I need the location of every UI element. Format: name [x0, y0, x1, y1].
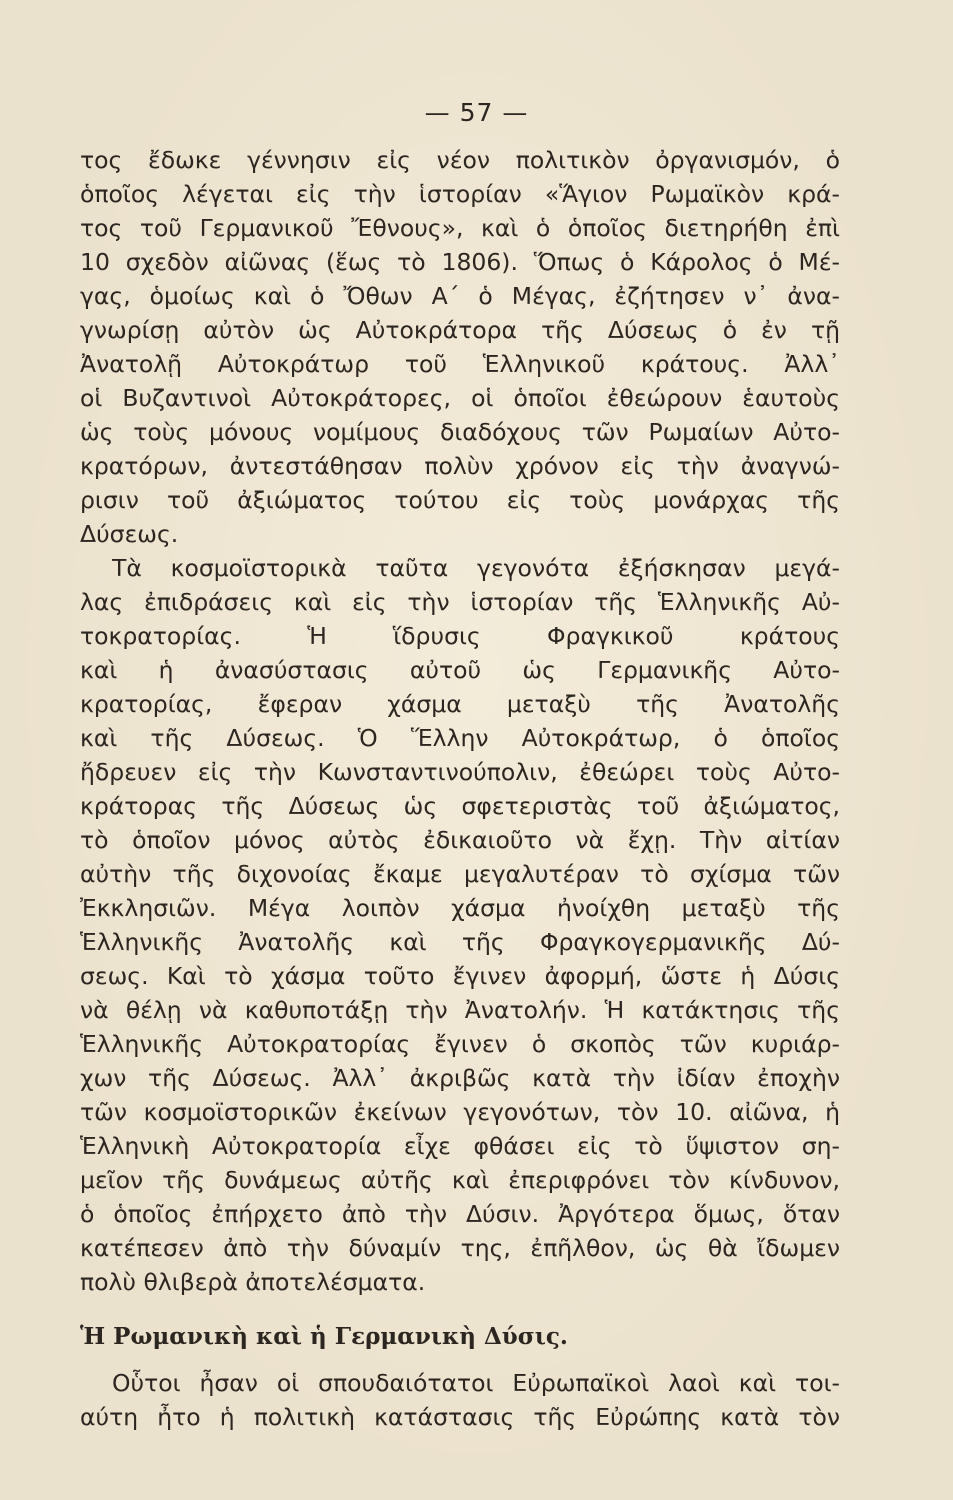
text-line: κρατόρων, ἀντεστάθησαν πολὺν χρόνον εἰς τὴν ἀναγνώ-	[80, 452, 840, 480]
text-line: σεως. Καὶ τὸ χάσμα τοῦτο ἔγινεν ἀφορμή, ὥστε ἡ Δύσις	[80, 962, 840, 990]
main-text	[80, 143, 840, 1299]
text-line: Ἐκκλησιῶν. Μέγα λοιπὸν χάσμα ἠνοίχθη μεταξὺ τῆς	[80, 894, 840, 922]
text-line: τος τοῦ Γερμανικοῦ Ἔθνους», καὶ ὁ ὁποῖος διετηρήθη ἐπὶ	[80, 214, 840, 242]
text-line: αὐτὴν τῆς διχονοίας ἔκαμε μεγαλυτέραν τὸ σχίσμα τῶν	[80, 860, 840, 888]
text-line: Τὰ κοσμοϊστορικὰ ταῦτα γεγονότα ἐξήσκησαν μεγά-	[112, 554, 840, 582]
text-line: 10 σχεδὸν αἰῶνας (ἕως τὸ 1806). Ὅπως ὁ Κάρολος ὁ Μέ-	[80, 248, 840, 276]
text-line: κράτορας τῆς Δύσεως ὡς σφετεριστὰς τοῦ ἀξιώματος,	[80, 792, 840, 820]
text-line: γνωρίσῃ αὐτὸν ὡς Αὐτοκράτορα τῆς Δύσεως ὁ ἐν τῇ	[80, 316, 840, 344]
paragraph-2	[80, 551, 840, 1299]
text-line: τοκρατορίας. Ἡ ἵδρυσις Φραγκικοῦ κράτους	[80, 622, 840, 650]
text-line: ὁποῖος λέγεται εἰς τὴν ἱστορίαν «Ἅγιον Ρωμαϊκὸν κρά-	[80, 180, 840, 208]
text-line: νὰ θέλῃ νὰ καθυποτάξῃ τὴν Ἀνατολήν. Ἡ κατάκτησις τῆς	[80, 996, 840, 1024]
text-line: πολὺ θλιβερὰ ἀποτελέσματα.	[80, 1268, 426, 1296]
text-line: ὁ ὁποῖος ἐπήρχετο ἀπὸ τὴν Δύσιν. Ἀργότερα ὅμως, ὅταν	[80, 1200, 840, 1228]
text-line: αύτη ἦτο ἡ πολιτικὴ κατάστασις τῆς Εὐρώπης κατὰ τὸν	[80, 1403, 840, 1431]
text-line: κρατορίας, ἔφεραν χάσμα μεταξὺ τῆς Ἀνατολῆς	[80, 690, 840, 718]
text-line: ὡς τοὺς μόνους νομίμους διαδόχους τῶν Ρωμαίων Αὐτο-	[80, 418, 840, 446]
text-line: χων τῆς Δύσεως. Ἀλλ᾿ ἀκριβῶς κατὰ τὴν ἰδίαν ἐποχὴν	[80, 1064, 840, 1092]
text-line: ρισιν τοῦ ἀξιώματος τούτου εἰς τοὺς μονάρχας τῆς	[80, 486, 840, 514]
text-line: Ἑλληνικῆς Αὐτοκρατορίας ἔγινεν ὁ σκοπὸς τῶν κυριάρ-	[80, 1030, 840, 1058]
text-line: τῶν κοσμοϊστορικῶν ἐκείνων γεγονότων, τὸν 10. αἰῶνα, ἡ	[80, 1098, 840, 1126]
paragraph-1	[80, 143, 840, 551]
text-line: καὶ τῆς Δύσεως. Ὁ Ἕλλην Αὐτοκράτωρ, ὁ ὁποῖος	[80, 724, 840, 752]
text-line: καὶ ἡ ἀνασύστασις αὐτοῦ ὡς Γερμανικῆς Αὐτο-	[80, 656, 840, 684]
text-line: Ἀνατολῇ Αὐτοκράτωρ τοῦ Ἑλληνικοῦ κράτους. Ἀλλ᾿	[80, 350, 840, 378]
page-number: — 57 —	[424, 98, 529, 127]
text-line: Οὗτοι ἦσαν οἱ σπουδαιότατοι Εὐρωπαϊκοὶ λαοὶ καὶ τοι-	[112, 1369, 840, 1397]
text-line: κατέπεσεν ἀπὸ τὴν δύναμίν της, ἐπῆλθον, ὡς θὰ ἴδωμεν	[80, 1234, 840, 1262]
text-line: Δύσεως.	[80, 520, 179, 548]
text-line: τος ἔδωκε γέννησιν εἰς νέον πολιτικὸν ὀργανισμόν, ὁ	[80, 146, 840, 174]
text-line: οἱ Βυζαντινοὶ Αὐτοκράτορες, οἱ ὁποῖοι ἐθεώρουν ἑαυτοὺς	[80, 384, 840, 412]
text-line: Ἑλληνικῆς Ἀνατολῆς καὶ τῆς Φραγκογερμανικῆς Δύ-	[80, 928, 840, 956]
text-line: γας, ὁμοίως καὶ ὁ Ὄθων Α΄ ὁ Μέγας, ἐζήτησεν ν᾿ ἀνα-	[80, 282, 840, 310]
paragraph-3	[80, 1366, 840, 1434]
text-line: τὸ ὁποῖον μόνος αὐτὸς ἐδικαιοῦτο νὰ ἔχῃ. Τὴν αἰτίαν	[80, 826, 840, 854]
section-heading: Ἡ Ρωμανικὴ καὶ ἡ Γερμανικὴ Δύσις.	[80, 1323, 568, 1350]
text-line: ἤδρευεν εἰς τὴν Κωνσταντινούπολιν, ἐθεώρει τοὺς Αὐτο-	[80, 758, 840, 786]
text-line: λας ἐπιδράσεις καὶ εἰς τὴν ἱστορίαν τῆς Ἑλληνικῆς Αὐ-	[80, 588, 840, 616]
text-line: Ἑλληνικὴ Αὐτοκρατορία εἶχε φθάσει εἰς τὸ ὕψιστον ση-	[80, 1132, 840, 1160]
text-line: μεῖον τῆς δυνάμεως αὐτῆς καὶ ἐπεριφρόνει τὸν κίνδυνον,	[80, 1166, 840, 1194]
